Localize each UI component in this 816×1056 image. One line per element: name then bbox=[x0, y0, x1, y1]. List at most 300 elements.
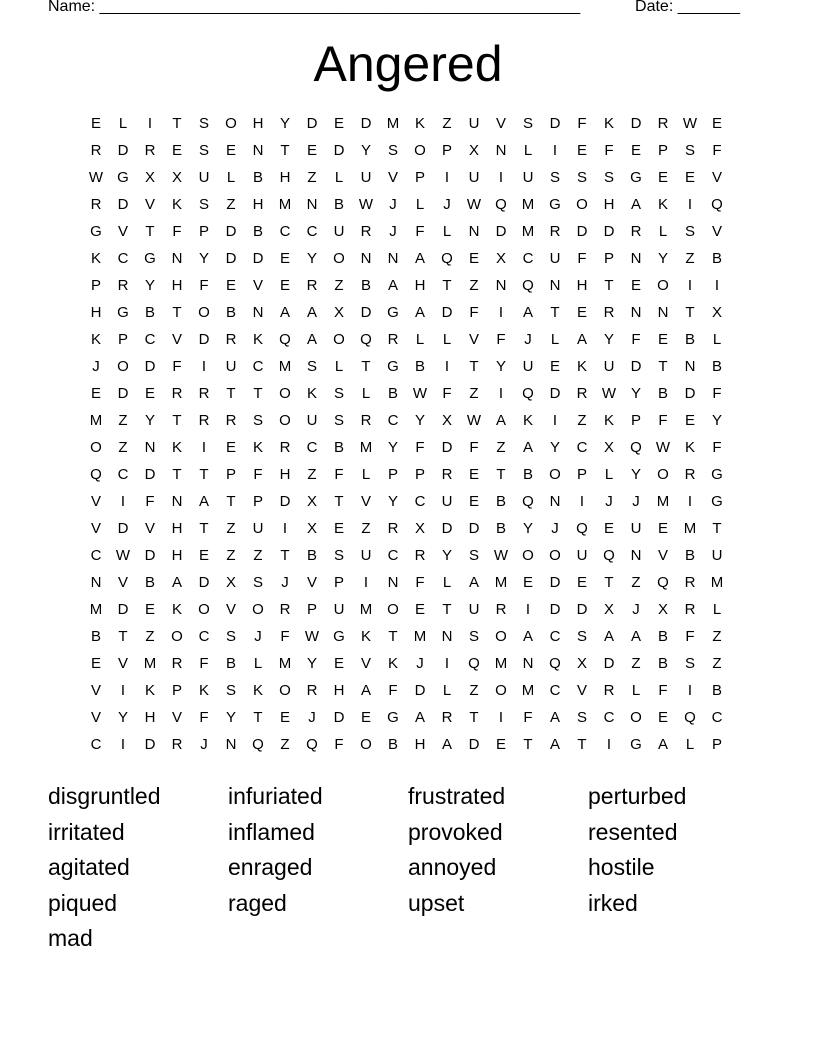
grid-letter[interactable]: S bbox=[333, 385, 344, 402]
grid-letter[interactable]: D bbox=[117, 601, 129, 618]
grid-letter[interactable]: J bbox=[200, 736, 208, 753]
grid-letter[interactable]: C bbox=[549, 628, 561, 645]
grid-letter[interactable]: O bbox=[549, 547, 561, 564]
grid-letter[interactable]: O bbox=[630, 709, 642, 726]
grid-letter[interactable]: A bbox=[522, 439, 533, 456]
grid-letter[interactable]: N bbox=[549, 493, 561, 510]
grid-letter[interactable]: A bbox=[657, 736, 668, 753]
grid-letter[interactable]: R bbox=[360, 223, 372, 240]
grid-letter[interactable]: N bbox=[252, 304, 264, 321]
grid-letter[interactable]: B bbox=[387, 385, 398, 402]
grid-letter[interactable]: E bbox=[468, 466, 479, 483]
grid-letter[interactable]: T bbox=[253, 385, 263, 402]
grid-letter[interactable]: A bbox=[198, 493, 209, 510]
grid-letter[interactable]: A bbox=[360, 682, 371, 699]
grid-letter[interactable]: O bbox=[387, 601, 399, 618]
grid-letter[interactable]: G bbox=[630, 736, 642, 753]
grid-letter[interactable]: R bbox=[225, 331, 237, 348]
grid-letter[interactable]: O bbox=[171, 628, 183, 645]
grid-letter[interactable]: K bbox=[198, 682, 209, 699]
grid-letter[interactable]: G bbox=[387, 304, 399, 321]
grid-letter[interactable]: T bbox=[172, 466, 182, 483]
grid-letter[interactable]: K bbox=[684, 439, 695, 456]
grid-letter[interactable]: X bbox=[711, 304, 722, 321]
grid-letter[interactable]: B bbox=[657, 385, 668, 402]
grid-letter[interactable]: M bbox=[710, 574, 724, 591]
grid-letter[interactable]: N bbox=[684, 358, 696, 375]
grid-letter[interactable]: Q bbox=[657, 574, 669, 591]
grid-letter[interactable]: C bbox=[117, 250, 129, 267]
grid-letter[interactable]: N bbox=[306, 196, 318, 213]
grid-letter[interactable]: I bbox=[201, 358, 207, 375]
grid-letter[interactable]: H bbox=[333, 682, 345, 699]
grid-letter[interactable]: I bbox=[525, 601, 531, 618]
grid-letter[interactable]: C bbox=[144, 331, 156, 348]
grid-letter[interactable]: D bbox=[495, 223, 507, 240]
grid-letter[interactable]: V bbox=[360, 493, 371, 510]
grid-letter[interactable]: Z bbox=[307, 169, 317, 186]
grid-letter[interactable]: Q bbox=[360, 331, 372, 348]
grid-letter[interactable]: R bbox=[279, 601, 291, 618]
grid-letter[interactable]: K bbox=[144, 682, 155, 699]
grid-letter[interactable]: O bbox=[333, 250, 345, 267]
grid-letter[interactable]: A bbox=[306, 304, 317, 321]
grid-letter[interactable]: R bbox=[225, 412, 237, 429]
grid-letter[interactable]: X bbox=[603, 439, 614, 456]
grid-letter[interactable]: T bbox=[523, 736, 533, 753]
grid-letter[interactable]: P bbox=[90, 277, 101, 294]
grid-letter[interactable]: W bbox=[466, 196, 482, 213]
grid-letter[interactable]: D bbox=[306, 115, 318, 132]
grid-letter[interactable]: W bbox=[682, 115, 698, 132]
grid-letter[interactable]: S bbox=[252, 412, 263, 429]
grid-letter[interactable]: Z bbox=[469, 682, 479, 699]
grid-letter[interactable]: E bbox=[495, 736, 506, 753]
grid-letter[interactable]: V bbox=[225, 601, 236, 618]
grid-letter[interactable]: T bbox=[604, 574, 614, 591]
grid-letter[interactable]: D bbox=[117, 142, 129, 159]
grid-letter[interactable]: D bbox=[333, 142, 345, 159]
grid-letter[interactable]: Y bbox=[657, 250, 668, 267]
grid-letter[interactable]: T bbox=[172, 115, 182, 132]
grid-letter[interactable]: A bbox=[630, 196, 641, 213]
grid-letter[interactable]: L bbox=[415, 196, 425, 213]
grid-letter[interactable]: M bbox=[521, 196, 535, 213]
grid-letter[interactable]: E bbox=[657, 520, 668, 537]
grid-letter[interactable]: T bbox=[280, 142, 290, 159]
grid-letter[interactable]: S bbox=[549, 169, 560, 186]
grid-letter[interactable]: F bbox=[145, 493, 155, 510]
grid-letter[interactable]: Y bbox=[360, 142, 371, 159]
grid-letter[interactable]: I bbox=[444, 655, 450, 672]
grid-letter[interactable]: I bbox=[363, 574, 369, 591]
grid-letter[interactable]: B bbox=[711, 250, 722, 267]
grid-letter[interactable]: L bbox=[712, 601, 722, 618]
grid-letter[interactable]: W bbox=[115, 547, 131, 564]
grid-letter[interactable]: N bbox=[495, 277, 507, 294]
grid-letter[interactable]: C bbox=[117, 466, 129, 483]
grid-letter[interactable]: M bbox=[683, 520, 697, 537]
grid-letter[interactable]: E bbox=[90, 385, 101, 402]
grid-letter[interactable]: L bbox=[442, 331, 452, 348]
grid-letter[interactable]: Y bbox=[279, 115, 290, 132]
grid-letter[interactable]: Z bbox=[226, 520, 236, 537]
grid-letter[interactable]: W bbox=[655, 439, 671, 456]
grid-letter[interactable]: C bbox=[414, 493, 426, 510]
grid-letter[interactable]: R bbox=[171, 655, 183, 672]
grid-letter[interactable]: A bbox=[414, 250, 425, 267]
grid-letter[interactable]: U bbox=[198, 169, 210, 186]
grid-letter[interactable]: F bbox=[415, 223, 425, 240]
grid-letter[interactable]: T bbox=[658, 358, 668, 375]
grid-letter[interactable]: S bbox=[333, 547, 344, 564]
grid-letter[interactable]: U bbox=[549, 250, 561, 267]
grid-letter[interactable]: G bbox=[549, 196, 561, 213]
grid-letter[interactable]: Z bbox=[307, 466, 317, 483]
grid-letter[interactable]: B bbox=[144, 574, 155, 591]
grid-letter[interactable]: N bbox=[360, 250, 372, 267]
grid-letter[interactable]: I bbox=[120, 736, 126, 753]
grid-letter[interactable]: A bbox=[549, 736, 560, 753]
grid-letter[interactable]: E bbox=[225, 439, 236, 456]
grid-letter[interactable]: D bbox=[576, 601, 588, 618]
grid-letter[interactable]: X bbox=[576, 655, 587, 672]
grid-letter[interactable]: T bbox=[145, 223, 155, 240]
grid-letter[interactable]: D bbox=[549, 115, 561, 132]
grid-letter[interactable]: D bbox=[117, 520, 129, 537]
grid-letter[interactable]: R bbox=[90, 196, 102, 213]
grid-letter[interactable]: E bbox=[225, 277, 236, 294]
grid-letter[interactable]: E bbox=[468, 250, 479, 267]
grid-letter[interactable]: N bbox=[144, 439, 156, 456]
grid-letter[interactable]: F bbox=[577, 250, 587, 267]
grid-letter[interactable]: Q bbox=[603, 547, 615, 564]
grid-letter[interactable]: F bbox=[658, 682, 668, 699]
grid-letter[interactable]: F bbox=[523, 709, 533, 726]
grid-letter[interactable]: O bbox=[414, 142, 426, 159]
grid-letter[interactable]: Z bbox=[361, 520, 371, 537]
grid-letter[interactable]: V bbox=[306, 574, 317, 591]
grid-letter[interactable]: U bbox=[360, 169, 372, 186]
grid-letter[interactable]: T bbox=[253, 709, 263, 726]
grid-letter[interactable]: Z bbox=[496, 439, 506, 456]
grid-letter[interactable]: R bbox=[387, 331, 399, 348]
grid-letter[interactable]: Q bbox=[522, 493, 534, 510]
grid-letter[interactable]: L bbox=[253, 655, 263, 672]
grid-letter[interactable]: E bbox=[225, 142, 236, 159]
grid-letter[interactable]: B bbox=[306, 547, 317, 564]
grid-letter[interactable]: S bbox=[468, 547, 479, 564]
grid-letter[interactable]: I bbox=[282, 520, 288, 537]
grid-letter[interactable]: P bbox=[225, 466, 236, 483]
grid-letter[interactable]: B bbox=[711, 682, 722, 699]
grid-letter[interactable]: N bbox=[630, 250, 642, 267]
grid-letter[interactable]: T bbox=[172, 412, 182, 429]
grid-letter[interactable]: A bbox=[576, 331, 587, 348]
grid-letter[interactable]: V bbox=[252, 277, 263, 294]
grid-letter[interactable]: E bbox=[90, 655, 101, 672]
grid-letter[interactable]: I bbox=[687, 277, 693, 294]
grid-letter[interactable]: X bbox=[306, 520, 317, 537]
grid-letter[interactable]: Q bbox=[495, 196, 507, 213]
grid-letter[interactable]: E bbox=[576, 574, 587, 591]
grid-letter[interactable]: F bbox=[442, 385, 452, 402]
grid-letter[interactable]: W bbox=[601, 385, 617, 402]
grid-letter[interactable]: W bbox=[88, 169, 104, 186]
grid-letter[interactable]: K bbox=[90, 250, 101, 267]
grid-letter[interactable]: V bbox=[657, 547, 668, 564]
grid-letter[interactable]: I bbox=[552, 412, 558, 429]
grid-letter[interactable]: E bbox=[657, 169, 668, 186]
grid-letter[interactable]: E bbox=[279, 277, 290, 294]
grid-letter[interactable]: U bbox=[441, 493, 453, 510]
grid-letter[interactable]: G bbox=[711, 466, 723, 483]
grid-letter[interactable]: R bbox=[144, 142, 156, 159]
grid-letter[interactable]: Z bbox=[253, 547, 263, 564]
grid-letter[interactable]: Y bbox=[144, 412, 155, 429]
grid-letter[interactable]: D bbox=[144, 358, 156, 375]
grid-letter[interactable]: L bbox=[685, 736, 695, 753]
grid-letter[interactable]: C bbox=[90, 736, 102, 753]
grid-letter[interactable]: L bbox=[415, 331, 425, 348]
grid-letter[interactable]: I bbox=[498, 304, 504, 321]
grid-letter[interactable]: Y bbox=[387, 493, 398, 510]
grid-letter[interactable]: C bbox=[279, 223, 291, 240]
grid-letter[interactable]: R bbox=[549, 223, 561, 240]
grid-letter[interactable]: W bbox=[493, 547, 509, 564]
grid-letter[interactable]: K bbox=[90, 331, 101, 348]
grid-letter[interactable]: L bbox=[442, 223, 452, 240]
grid-letter[interactable]: F bbox=[658, 412, 668, 429]
grid-letter[interactable]: W bbox=[412, 385, 428, 402]
grid-letter[interactable]: T bbox=[361, 358, 371, 375]
grid-letter[interactable]: X bbox=[333, 304, 344, 321]
grid-letter[interactable]: F bbox=[631, 331, 641, 348]
grid-letter[interactable]: O bbox=[657, 466, 669, 483]
grid-letter[interactable]: N bbox=[522, 655, 534, 672]
grid-letter[interactable]: N bbox=[252, 142, 264, 159]
grid-letter[interactable]: V bbox=[468, 331, 479, 348]
grid-letter[interactable]: C bbox=[711, 709, 723, 726]
grid-letter[interactable]: P bbox=[198, 223, 209, 240]
grid-letter[interactable]: K bbox=[603, 115, 614, 132]
grid-letter[interactable]: S bbox=[468, 628, 479, 645]
grid-letter[interactable]: M bbox=[494, 655, 508, 672]
grid-letter[interactable]: A bbox=[468, 574, 479, 591]
grid-letter[interactable]: D bbox=[225, 250, 237, 267]
grid-letter[interactable]: Y bbox=[630, 385, 641, 402]
grid-letter[interactable]: I bbox=[498, 169, 504, 186]
grid-letter[interactable]: R bbox=[117, 277, 129, 294]
grid-letter[interactable]: V bbox=[711, 169, 722, 186]
grid-letter[interactable]: V bbox=[495, 115, 506, 132]
grid-letter[interactable]: V bbox=[144, 196, 155, 213]
grid-letter[interactable]: S bbox=[198, 142, 209, 159]
grid-letter[interactable]: B bbox=[711, 358, 722, 375]
grid-letter[interactable]: N bbox=[171, 493, 183, 510]
grid-letter[interactable]: Q bbox=[279, 331, 291, 348]
grid-letter[interactable]: A bbox=[630, 628, 641, 645]
grid-letter[interactable]: L bbox=[550, 331, 560, 348]
grid-letter[interactable]: J bbox=[308, 709, 316, 726]
grid-letter[interactable]: J bbox=[632, 493, 640, 510]
grid-letter[interactable]: T bbox=[577, 736, 587, 753]
grid-letter[interactable]: I bbox=[687, 493, 693, 510]
grid-letter[interactable]: E bbox=[576, 304, 587, 321]
grid-letter[interactable]: E bbox=[468, 493, 479, 510]
grid-letter[interactable]: E bbox=[171, 142, 182, 159]
grid-letter[interactable]: B bbox=[360, 277, 371, 294]
grid-letter[interactable]: Y bbox=[306, 250, 317, 267]
grid-letter[interactable]: D bbox=[630, 358, 642, 375]
grid-letter[interactable]: Y bbox=[117, 709, 128, 726]
grid-letter[interactable]: F bbox=[604, 142, 614, 159]
grid-letter[interactable]: E bbox=[333, 115, 344, 132]
grid-letter[interactable]: L bbox=[523, 142, 533, 159]
grid-letter[interactable]: M bbox=[521, 682, 535, 699]
grid-letter[interactable]: G bbox=[144, 250, 156, 267]
grid-letter[interactable]: P bbox=[414, 169, 425, 186]
grid-letter[interactable]: D bbox=[252, 250, 264, 267]
grid-letter[interactable]: L bbox=[361, 385, 371, 402]
grid-letter[interactable]: V bbox=[144, 520, 155, 537]
grid-letter[interactable]: Q bbox=[441, 250, 453, 267]
grid-letter[interactable]: X bbox=[144, 169, 155, 186]
grid-letter[interactable]: Z bbox=[334, 277, 344, 294]
grid-letter[interactable]: L bbox=[658, 223, 668, 240]
grid-letter[interactable]: A bbox=[414, 304, 425, 321]
grid-letter[interactable]: K bbox=[252, 331, 263, 348]
grid-letter[interactable]: T bbox=[469, 709, 479, 726]
grid-letter[interactable]: U bbox=[522, 169, 534, 186]
grid-letter[interactable]: D bbox=[630, 115, 642, 132]
grid-letter[interactable]: D bbox=[198, 331, 210, 348]
grid-letter[interactable]: R bbox=[657, 115, 669, 132]
grid-letter[interactable]: J bbox=[416, 655, 424, 672]
grid-letter[interactable]: S bbox=[198, 196, 209, 213]
grid-letter[interactable]: L bbox=[334, 169, 344, 186]
grid-letter[interactable]: D bbox=[279, 493, 291, 510]
grid-letter[interactable]: Q bbox=[90, 466, 102, 483]
grid-letter[interactable]: R bbox=[360, 412, 372, 429]
grid-letter[interactable]: C bbox=[90, 547, 102, 564]
grid-letter[interactable]: L bbox=[226, 169, 236, 186]
grid-letter[interactable]: K bbox=[306, 385, 317, 402]
grid-letter[interactable]: J bbox=[281, 574, 289, 591]
grid-letter[interactable]: G bbox=[711, 493, 723, 510]
grid-letter[interactable]: C bbox=[522, 250, 534, 267]
grid-letter[interactable]: Y bbox=[711, 412, 722, 429]
grid-letter[interactable]: T bbox=[226, 385, 236, 402]
grid-letter[interactable]: H bbox=[171, 547, 183, 564]
grid-letter[interactable]: E bbox=[306, 142, 317, 159]
grid-letter[interactable]: S bbox=[576, 169, 587, 186]
grid-letter[interactable]: J bbox=[389, 223, 397, 240]
grid-letter[interactable]: N bbox=[171, 250, 183, 267]
grid-letter[interactable]: D bbox=[441, 304, 453, 321]
grid-letter[interactable]: B bbox=[252, 223, 263, 240]
grid-letter[interactable]: D bbox=[549, 574, 561, 591]
grid-letter[interactable]: V bbox=[117, 655, 128, 672]
grid-letter[interactable]: D bbox=[441, 520, 453, 537]
grid-letter[interactable]: K bbox=[657, 196, 668, 213]
grid-letter[interactable]: K bbox=[252, 439, 263, 456]
grid-letter[interactable]: N bbox=[387, 574, 399, 591]
grid-letter[interactable]: Z bbox=[469, 385, 479, 402]
grid-letter[interactable]: M bbox=[359, 601, 373, 618]
grid-letter[interactable]: E bbox=[279, 709, 290, 726]
grid-letter[interactable]: E bbox=[630, 277, 641, 294]
grid-letter[interactable]: E bbox=[279, 250, 290, 267]
grid-letter[interactable]: X bbox=[306, 493, 317, 510]
grid-letter[interactable]: L bbox=[712, 331, 722, 348]
grid-letter[interactable]: F bbox=[253, 466, 263, 483]
grid-letter[interactable]: O bbox=[495, 628, 507, 645]
grid-letter[interactable]: Q bbox=[684, 709, 696, 726]
grid-letter[interactable]: R bbox=[576, 385, 588, 402]
grid-letter[interactable]: J bbox=[632, 601, 640, 618]
grid-letter[interactable]: Y bbox=[225, 709, 236, 726]
grid-letter[interactable]: Y bbox=[306, 655, 317, 672]
grid-letter[interactable]: P bbox=[441, 142, 452, 159]
grid-letter[interactable]: F bbox=[280, 628, 290, 645]
grid-letter[interactable]: D bbox=[360, 304, 372, 321]
grid-letter[interactable]: E bbox=[657, 331, 668, 348]
grid-letter[interactable]: G bbox=[630, 169, 642, 186]
grid-letter[interactable]: M bbox=[386, 115, 400, 132]
grid-letter[interactable]: Z bbox=[712, 655, 722, 672]
grid-letter[interactable]: S bbox=[603, 169, 614, 186]
grid-letter[interactable]: V bbox=[90, 682, 101, 699]
grid-letter[interactable]: V bbox=[576, 682, 587, 699]
grid-letter[interactable]: C bbox=[549, 682, 561, 699]
grid-letter[interactable]: U bbox=[630, 520, 642, 537]
grid-letter[interactable]: V bbox=[90, 520, 101, 537]
grid-letter[interactable]: H bbox=[414, 736, 426, 753]
grid-letter[interactable]: R bbox=[171, 385, 183, 402]
grid-letter[interactable]: R bbox=[171, 736, 183, 753]
grid-letter[interactable]: C bbox=[306, 223, 318, 240]
grid-letter[interactable]: D bbox=[360, 115, 372, 132]
grid-letter[interactable]: W bbox=[358, 196, 374, 213]
grid-letter[interactable]: T bbox=[388, 628, 398, 645]
grid-letter[interactable]: D bbox=[549, 601, 561, 618]
grid-letter[interactable]: R bbox=[279, 439, 291, 456]
grid-letter[interactable]: T bbox=[172, 304, 182, 321]
grid-letter[interactable]: P bbox=[657, 142, 668, 159]
grid-letter[interactable]: B bbox=[144, 304, 155, 321]
grid-letter[interactable]: B bbox=[225, 655, 236, 672]
grid-letter[interactable]: J bbox=[92, 358, 100, 375]
grid-letter[interactable]: O bbox=[198, 304, 210, 321]
grid-letter[interactable]: J bbox=[551, 520, 559, 537]
grid-letter[interactable]: R bbox=[603, 304, 615, 321]
grid-letter[interactable]: H bbox=[252, 196, 264, 213]
grid-letter[interactable]: F bbox=[415, 574, 425, 591]
grid-letter[interactable]: I bbox=[606, 736, 612, 753]
grid-letter[interactable]: B bbox=[495, 493, 506, 510]
grid-letter[interactable]: S bbox=[387, 142, 398, 159]
grid-letter[interactable]: L bbox=[361, 466, 371, 483]
grid-letter[interactable]: P bbox=[252, 493, 263, 510]
grid-letter[interactable]: C bbox=[387, 547, 399, 564]
grid-letter[interactable]: F bbox=[172, 223, 182, 240]
grid-letter[interactable]: C bbox=[198, 628, 210, 645]
grid-letter[interactable]: F bbox=[712, 385, 722, 402]
grid-letter[interactable]: P bbox=[576, 466, 587, 483]
grid-letter[interactable]: H bbox=[414, 277, 426, 294]
grid-letter[interactable]: J bbox=[389, 196, 397, 213]
